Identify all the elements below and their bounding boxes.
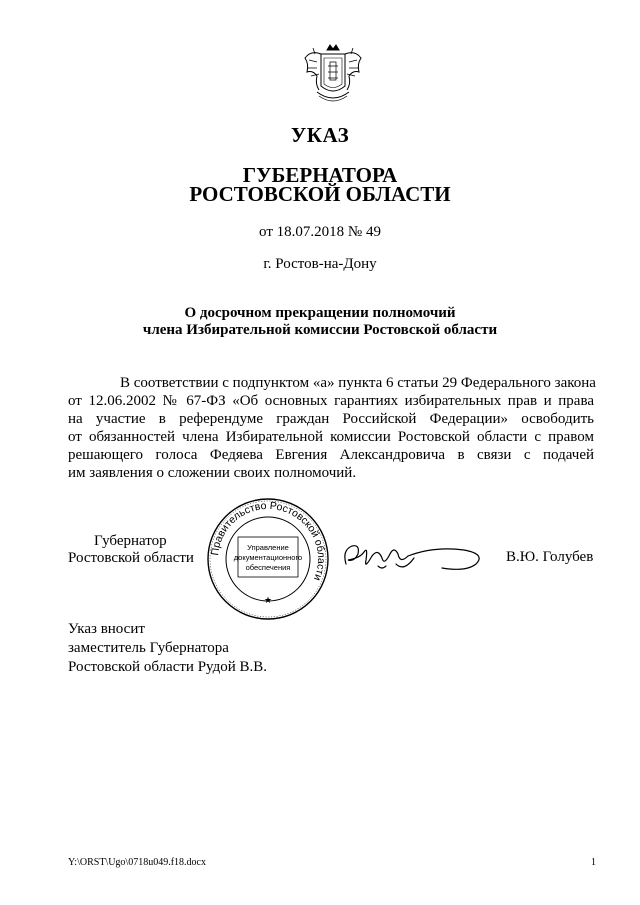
footer-file-path: Y:\ORST\Ugo\0718u049.f18.docx	[68, 857, 206, 868]
issuer-title-line2: РОСТОВСКОЙ ОБЛАСТИ	[189, 182, 451, 206]
document-date-number: от 18.07.2018 № 49	[259, 224, 381, 240]
body-line: решающего голоса Федяева Евгения Александровича в связи с подачей	[68, 447, 594, 463]
signatory-name: В.Ю. Голубев	[506, 549, 594, 565]
seal-inner-line1: Управление	[247, 543, 289, 552]
submitted-by-block	[68, 620, 267, 677]
signatory-title-line1: Губернатор	[94, 533, 167, 549]
body-line: В соответствии с подпунктом «а» пункта 6 статьи 29 Федерального закона	[120, 375, 596, 391]
document-city: г. Ростов-на-Дону	[263, 256, 377, 272]
seal-outer-text: Правительство Ростовской области	[209, 499, 328, 583]
document-subject-line1: О досрочном прекращении полномочий	[184, 305, 456, 321]
coat-of-arms-icon	[297, 40, 369, 112]
signatory-title-line2: Ростовской области	[68, 550, 194, 566]
submitted-by-line: Указ вносит	[68, 621, 145, 637]
seal-star-icon: ★	[263, 595, 273, 605]
submitted-by-line: Ростовской области Рудой В.В.	[68, 659, 268, 675]
document-subject-line2: члена Избирательной комиссии Ростовской области	[142, 322, 498, 338]
page-number: 1	[591, 857, 596, 868]
body-line: от обязанностей члена Избирательной комиссии Ростовской области с правом	[68, 429, 594, 445]
issuer-title-line1: ГУБЕРНАТОРА	[242, 163, 398, 187]
document-body	[68, 374, 594, 482]
body-line: им заявления о сложении своих полномочий.	[68, 465, 357, 481]
seal-inner-line3: обеспечения	[245, 563, 291, 572]
body-line: на участие в референдуме граждан Российской Федерации» освободить	[68, 411, 594, 427]
seal-inner-line2: документационного	[233, 553, 303, 562]
submitted-by-line: заместитель Губернатора	[68, 640, 229, 656]
official-seal	[206, 497, 330, 621]
handwritten-signature	[338, 536, 488, 576]
document-type-title: УКАЗ	[290, 123, 350, 147]
body-line: от 12.06.2002 № 67-ФЗ «Об основных гарантиях избирательных прав и права	[68, 393, 594, 409]
